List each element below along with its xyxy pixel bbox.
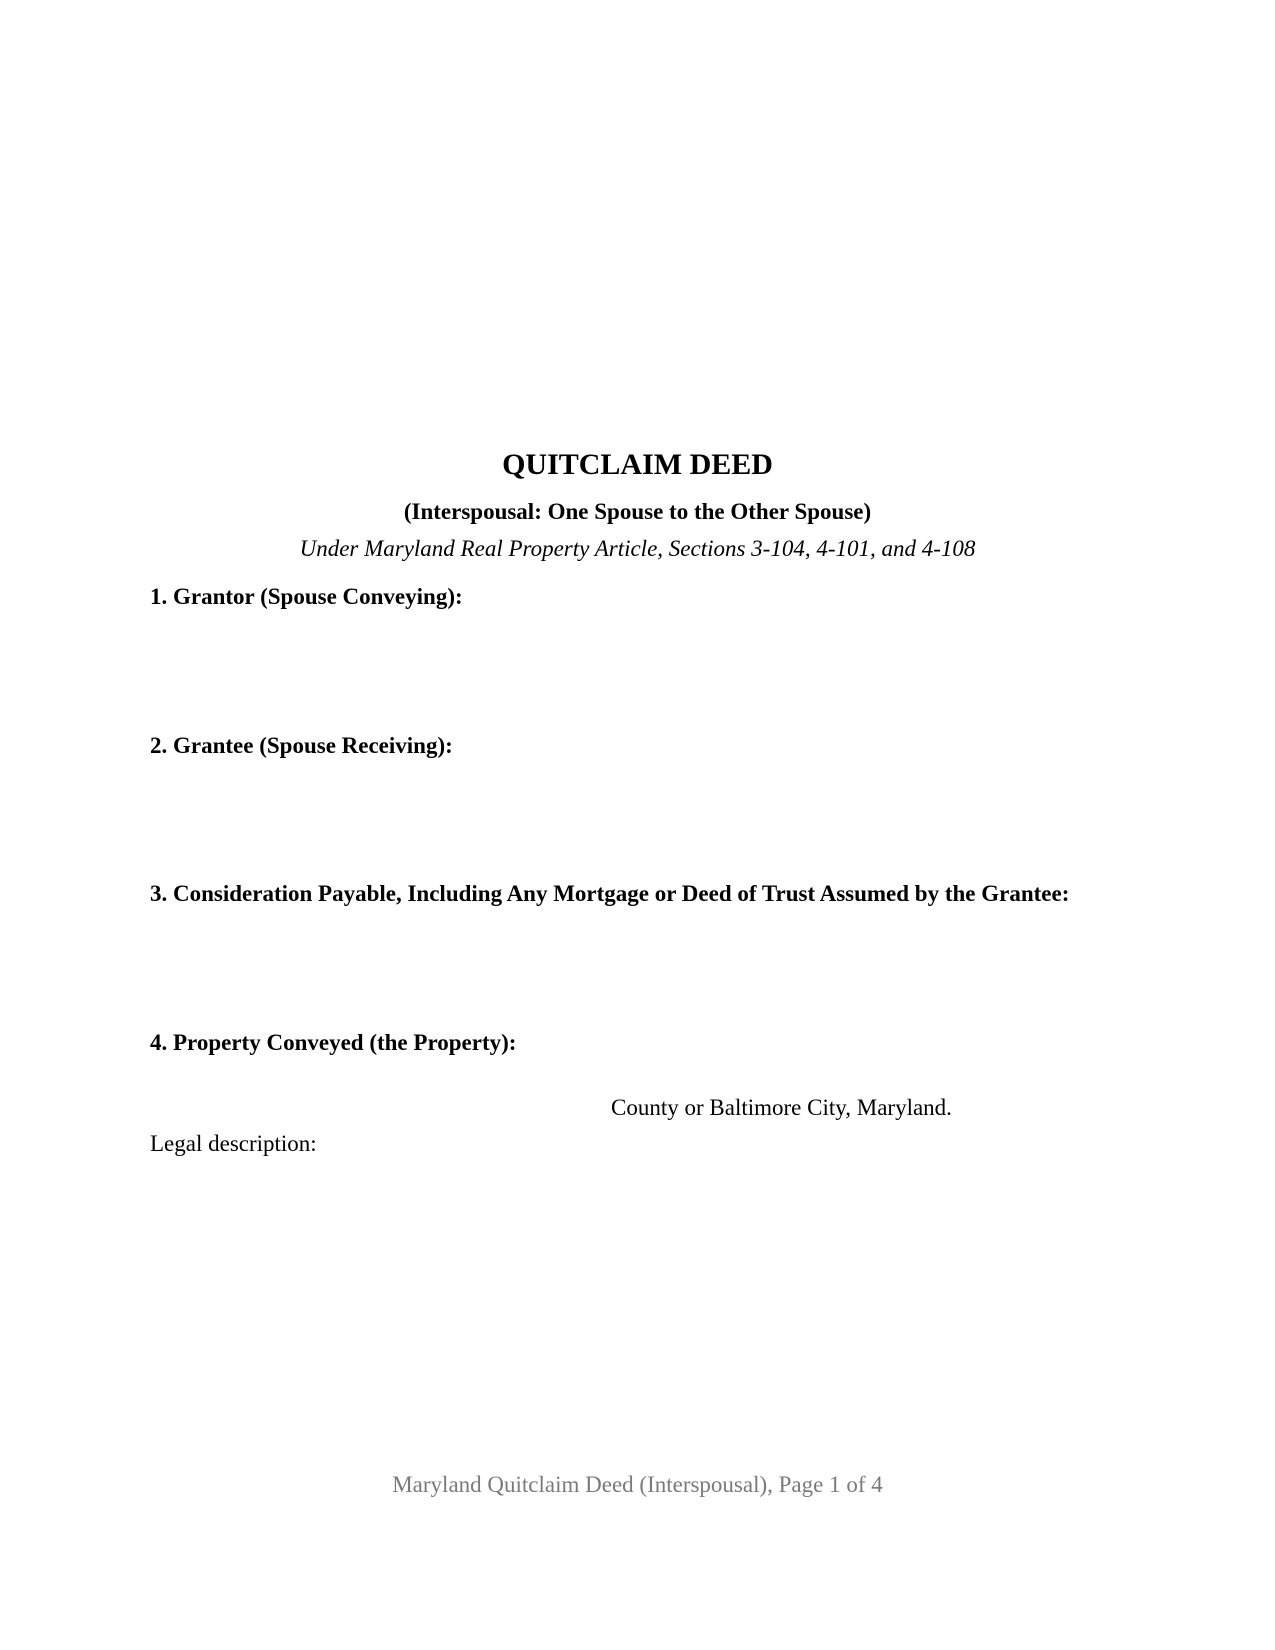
property-county-text: County or Baltimore City, Maryland. xyxy=(611,1095,952,1120)
section-property-heading: 4. Property Conveyed (the Property): xyxy=(150,1030,517,1055)
page-footer: Maryland Quitclaim Deed (Interspousal), Page 1 of 4 xyxy=(392,1472,883,1497)
document-subtitle: (Interspousal: One Spouse to the Other Spouse) xyxy=(403,499,872,524)
document-title: QUITCLAIM DEED xyxy=(502,448,773,481)
section-consideration-heading: 3. Consideration Payable, Including Any Mortgage or Deed of Trust Assumed by the Grantee: xyxy=(150,881,1070,906)
legal-description-label: Legal description: xyxy=(150,1131,317,1156)
statute-reference: Under Maryland Real Property Article, Sections 3-104, 4-101, and 4-108 xyxy=(299,536,976,561)
section-grantor-heading: 1. Grantor (Spouse Conveying): xyxy=(150,584,463,609)
section-grantee-heading: 2. Grantee (Spouse Receiving): xyxy=(150,733,453,758)
